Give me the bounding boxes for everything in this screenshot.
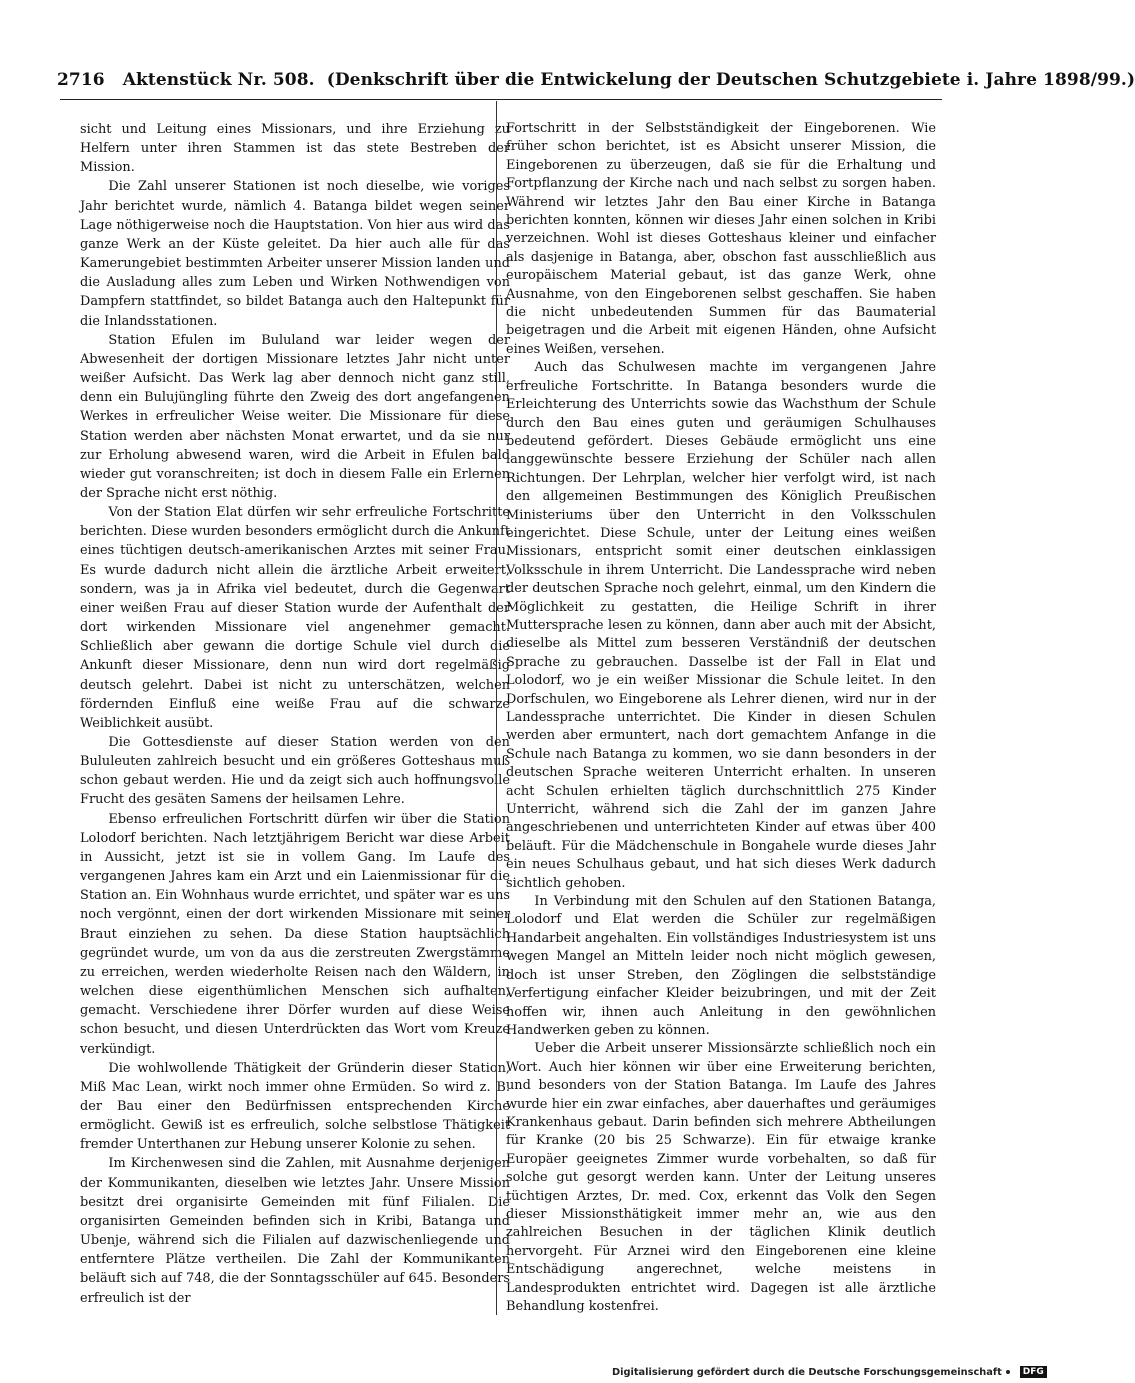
header-rule bbox=[60, 99, 942, 100]
digitization-footer bbox=[612, 1365, 1047, 1379]
paragraph: sicht und Leitung eines Missionars, und ihre Erziehung zu Helfern unter ihren Stammen ist das stete Bestreben der Mission. bbox=[80, 122, 510, 176]
paragraph: Fortschritt in der Selbstständigkeit der Eingeborenen. Wie früher schon berichtet, ist es Absicht unserer Mission, die Eingeborenen zu überzeugen, daß sie für die Erhaltung und Fortpflanzung der Kirche nach und nach selbst zu sorgen haben. Während wir letztes Jahr den Bau einer Kirche in Batanga berichten konnten, können wir dieses Jahr einen solchen in Kribi verzeichnen. Wohl ist dieses Gotteshaus kleiner und einfacher als dasjenige in Batanga, aber, obschon fast ausschließlich aus europäischem Material gebaut, ist das ganze Werk, ohne Ausnahme, von den Eingeborenen selbst geschaffen. Sie haben die nicht unbedeutenden Summen für das Baumaterial beigetragen und die Arbeit mit eigenen Händen, ohne Aufsicht eines Weißen, versehen. bbox=[506, 121, 936, 357]
footer-credit: Digitalisierung gefördert durch die Deutsche Forschungsgemeinschaft bbox=[612, 1366, 1002, 1378]
running-header bbox=[57, 70, 1135, 96]
paragraph: Station Efulen im Bululand war leider wegen der Abwesenheit der dortigen Missionare letztes Jahr nicht unter weißer Aufsicht. Das Werk lag aber dennoch nicht ganz still, denn ein Bulujüngling führte den Zweig des dort angefangenen Werkes in erfreulicher Weise weiter. Die Missionare für diese Station werden aber nächsten Monat erwartet, und da sie nur zur Erholung abwesend waren, wird die Arbeit in Efulen bald wieder gut voranschreiten; ist doch in diesem Falle ein Erlernen der Sprache nicht erst nöthig. bbox=[80, 332, 510, 501]
paragraph: Ebenso erfreulichen Fortschritt dürfen wir über die Station Lolodorf berichten. Nach letztjährigem Bericht war diese Arbeit in Aussicht, jetzt ist sie in vollem Gang. Im Laufe des vergangenen Jahres kam ein Arzt und ein Laienmissionar für die Station an. Ein Wohnhaus wurde errichtet, und später war es uns noch vergönnt, einen der dort wirkenden Missionare mit seiner Braut einziehen zu sehen. Da diese Station hauptsächlich gegründet wurde, um von da aus die zerstreuten Zwergstämme zu erreichen, werden wiederholte Reisen nach den Wäldern, in welchen diese eigenthümlichen Menschen sich aufhalten, gemacht. Verschiedene ihrer Dörfer wurden auf diese Weise schon besucht, und diesen Unterdrückten das Wort vom Kreuze verkündigt. bbox=[80, 811, 510, 1057]
document-number: Aktenstück Nr. 508. bbox=[122, 70, 315, 90]
paragraph: Die Gottesdienste auf dieser Station werden von den Bululeuten zahlreich besucht und ein größeres Gotteshaus muß schon gebaut werden. Hie und da zeigt sich auch hoffnungsvolle Frucht des gesäten Samens der heilsamen Lehre. bbox=[80, 735, 510, 808]
paragraph: Auch das Schulwesen machte im vergangenen Jahre erfreuliche Fortschritte. In Batanga besonders wurde die Erleichterung des Unterrichts sowie das Wachsthum der Schule durch den Bau eines guten und geräumigen Schulhauses bedeutend gefördert. Dieses Gebäude ermöglicht uns eine langgewünschte bessere Erziehung der Schüler nach allen Richtungen. Der Lehrplan, welcher hier verfolgt wird, ist nach den allgemeinen Bestimmungen des Königlich Preußischen Ministeriums über den Unterricht in den Volksschulen eingerichtet. Diese Schule, unter der Leitung eines weißen Missionars, entspricht somit einer deutschen einklassigen Volksschule in ihrem Unterricht. Die Landessprache wird neben der deutschen Sprache noch gelehrt, einmal, um den Kindern die Möglichkeit zu gestatten, die Heilige Schrift in ihrer Muttersprache lesen zu können, dann aber auch mit der Absicht, dieselbe als Mittel zum besseren Verständniß der deutschen Sprache zu gebrauchen. Dasselbe ist der Fall in Elat und Lolodorf, wo je ein weißer Missionar die Schule leitet. In den Dorfschulen, wo Eingeborene als Lehrer dienen, wird nur in der Landessprache unterrichtet. Die Kinder in diesen Schulen werden aber ermuntert, nach dort gemachtem Anfange in die Schule nach Batanga zu kommen, wo sie dann besonders in der deutschen Sprache weiteren Unterricht erhalten. In unseren acht Schulen erhielten täglich durchschnittlich 275 Kinder Unterricht, während sich die Zahl der im ganzen Jahre angeschriebenen und unterrichteten Kinder auf etwas über 400 beläuft. Für die Mädchenschule in Bongahele wurde dieses Jahr ein neues Schulhaus gebaut, und hat sich dieses Werk dadurch sichtlich gehoben. bbox=[506, 360, 936, 891]
paragraph: Im Kirchenwesen sind die Zahlen, mit Ausnahme derjenigen der Kommunikanten, dieselben wie letztes Jahr. Unsere Mission besitzt drei organisirte Gemeinden mit fünf Filialen. Die organisirten Gemeinden befinden sich in Kribi, Batanga und Ubenje, während sich die Filialen auf dazwischenliegende und entferntere Plätze vertheilen. Die Zahl der Kommunikanten beläuft sich auf 748, die der Sonntagsschüler auf 645. Besonders erfreulich ist der bbox=[80, 1156, 510, 1306]
page-number: 2716 bbox=[57, 70, 105, 90]
paragraph: Die wohlwollende Thätigkeit der Gründerin dieser Station, Miß Mac Lean, wirkt noch immer ohne Ermüden. So wird z. B. der Bau einer den Bedürfnissen entsprechenden Kirche ermöglicht. Gewiß ist es erfreulich, solche selbstlose Thätigkeit fremder Unterthanen zur Hebung unserer Kolonie zu sehen. bbox=[80, 1060, 510, 1153]
paragraph: In Verbindung mit den Schulen auf den Stationen Batanga, Lolodorf und Elat werden die Schüler zur regelmäßigen Handarbeit angehalten. Ein vollständiges Industriesystem ist uns wegen Mangel an Mitteln leider noch nicht möglich gewesen, doch ist unser Streben, den Zöglingen die selbstständige Verfertigung einfacher Kleider beizubringen, und mit der Zeit hoffen wir, ihnen auch Anleitung in den gewöhnlichen Handwerken geben zu können. bbox=[506, 894, 936, 1038]
dfg-logo: DFG bbox=[1020, 1366, 1047, 1378]
column-divider bbox=[496, 101, 497, 1315]
right-column bbox=[506, 120, 936, 1316]
paragraph: Ueber die Arbeit unserer Missionsärzte schließlich noch ein Wort. Auch hier können wir über eine Erweiterung berichten, und besonders von der Station Batanga. Im Laufe des Jahres wurde hier ein zwar einfaches, aber dauerhaftes und geräumiges Krankenhaus gebaut. Darin befinden sich mehrere Abtheilungen für Kranke (20 bis 25 Schwarze). Ein für etwaige kranke Europäer geeignetes Zimmer wurde vorbehalten, so daß für solche gut gesorgt werden kann. Unter der Leitung unseres tüchtigen Arztes, Dr. med. Cox, erkennt das Volk den Segen dieser Missionsthätigkeit immer mehr an, wie aus den zahlreichen Besuchen in der täglichen Klinik deutlich hervorgeht. Für Arznei wird den Eingeborenen eine kleine Entschädigung angerechnet, welche meistens in Landesprodukten entrichtet wird. Dagegen ist alle ärztliche Behandlung kostenfrei. bbox=[506, 1041, 936, 1314]
separator-dot-icon bbox=[1006, 1370, 1010, 1374]
left-column bbox=[80, 120, 510, 1308]
paragraph: Von der Station Elat dürfen wir sehr erfreuliche Fortschritte berichten. Diese wurden besonders ermöglicht durch die Ankunft eines tüchtigen deutsch-amerikanischen Arztes mit seiner Frau. Es wurde dadurch nicht allein die ärztliche Arbeit erweitert, sondern, was ja in Afrika viel bedeutet, durch die Gegenwart einer weißen Frau auf dieser Station wurde der Aufenthalt der dort wirkenden Missionare viel angenehmer gemacht. Schließlich aber gewann die dortige Schule viel durch die Ankunft dieser Missionare, denn nun wird dort regelmäßig deutsch gelehrt. Dabei ist nicht zu unterschätzen, welchen fördernden Einfluß eine weiße Frau auf die schwarze Weiblichkeit ausübt. bbox=[80, 505, 510, 731]
header-title: (Denkschrift über die Entwickelung der Deutschen Schutzgebiete i. Jahre 1898/99.) bbox=[326, 70, 1135, 90]
paragraph: Die Zahl unserer Stationen ist noch dieselbe, wie voriges Jahr berichtet wurde, nämlich 4. Batanga bildet wegen seiner Lage nöthigerweise noch die Hauptstation. Von hier aus wird das ganze Werk an der Küste geleitet. Da hier auch alle für das Kamerungebiet bestimmten Arbeiter unserer Mission landen und die Ausladung alles zum Leben und Wirken Nothwendigen von Dampfern stattfindet, so bildet Batanga auch den Haltepunkt für die Inlandsstationen. bbox=[80, 179, 510, 329]
